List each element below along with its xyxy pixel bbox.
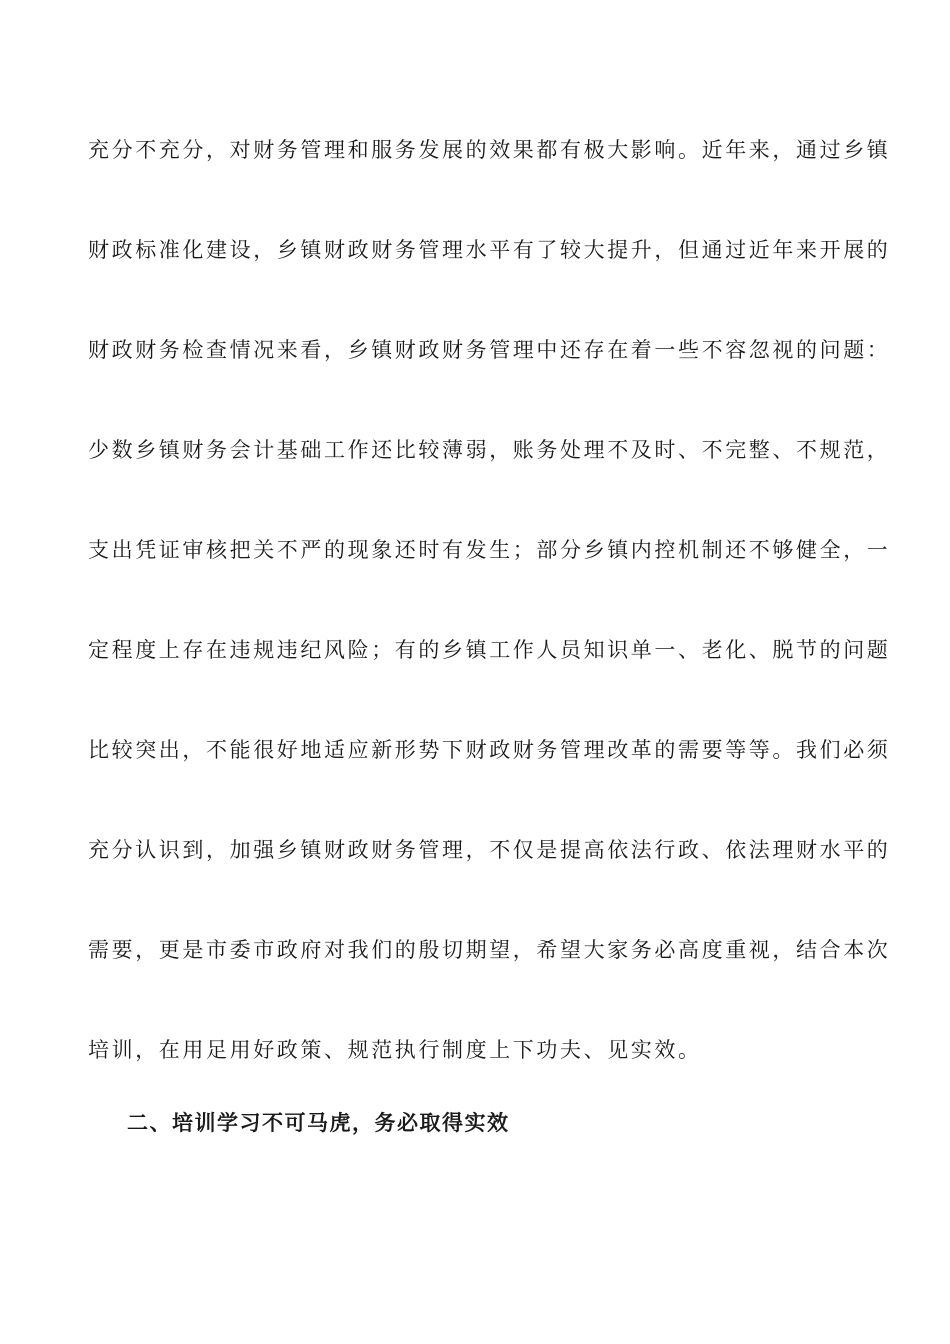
paragraph-line-10: 培训，在用足用好政策、规范执行制度上下功夫、见实效。 [88, 1038, 702, 1062]
paragraph-line-3: 财政财务检查情况来看，乡镇财政财务管理中还存在着一些不容忽视的问题： [88, 338, 891, 362]
paragraph-line-9: 需要，更是市委市政府对我们的殷切期望，希望大家务必高度重视，结合本次 [88, 938, 891, 962]
paragraph-line-7: 比较突出，不能很好地适应新形势下财政财务管理改革的需要等等。我们必须 [88, 738, 891, 762]
paragraph-line-4: 少数乡镇财务会计基础工作还比较薄弱，账务处理不及时、不完整、不规范， [88, 438, 891, 462]
paragraph-line-1: 充分不充分，对财务管理和服务发展的效果都有极大影响。近年来，通过乡镇 [88, 138, 891, 162]
paragraph-line-8: 充分认识到，加强乡镇财政财务管理，不仅是提高依法行政、依法理财水平的 [88, 838, 891, 862]
section-heading: 二、培训学习不可马虎，务必取得实效 [127, 1110, 510, 1135]
paragraph-line-6: 定程度上存在违规违纪风险；有的乡镇工作人员知识单一、老化、脱节的问题 [88, 638, 891, 662]
paragraph-line-5: 支出凭证审核把关不严的现象还时有发生；部分乡镇内控机制还不够健全，一 [88, 538, 891, 562]
paragraph-line-2: 财政标准化建设，乡镇财政财务管理水平有了较大提升，但通过近年来开展的 [88, 238, 891, 262]
